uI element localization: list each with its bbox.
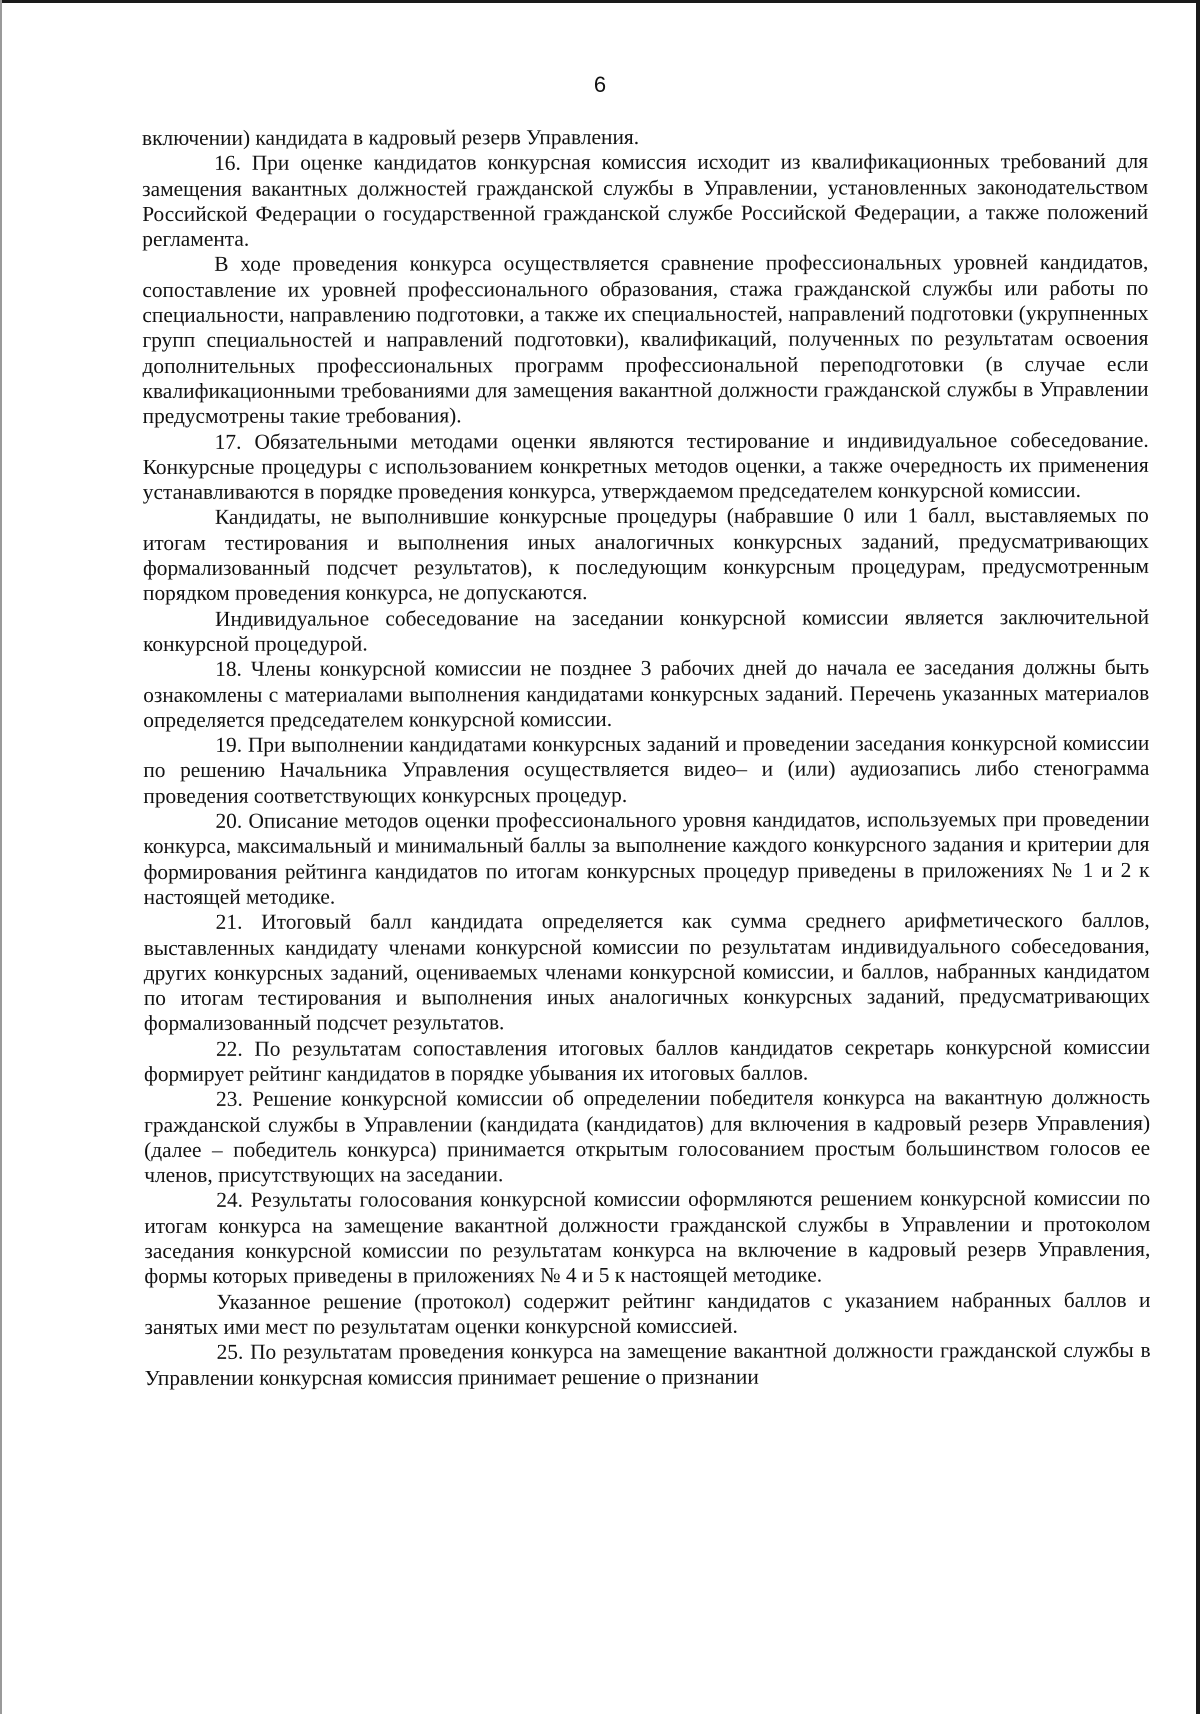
paragraph-20: 20. Описание методов оценки профессионального уровня кандидатов, используемых при проведении конкурса, максимальный и минимальный баллы за выполнение каждого конкурсного задания и критерии для формирования рейтинга кандидатов по итогам конкурсных процедур приведены в приложениях № 1 и 2 к настоящей методике. bbox=[143, 806, 1150, 909]
page-number: 6 bbox=[593, 72, 607, 97]
paragraph-19: 19. При выполнении кандидатами конкурсных заданий и проведении заседания конкурсной комиссии по решению Начальника Управления осуществляется видео– и (или) аудиозапись либо стенограмма проведения соответствующих конкурсных процедур. bbox=[143, 731, 1150, 808]
paragraph-17-interview: Индивидуальное собеседование на заседании конкурсной комиссии является заключительной конкурсной процедурой. bbox=[143, 604, 1150, 656]
scan-border-top bbox=[0, 0, 1200, 3]
paragraph-21: 21. Итоговый балл кандидата определяется как сумма среднего арифметического баллов, выставленных кандидату членами конкурсной комиссии по результатам индивидуального собеседования, других конкурсных заданий, оцениваемых членами конкурсной комиссии, и баллов, набранных кандидатом по итогам тестирования и выполнения иных аналогичных конкурсных заданий, предусматривающих формализованный подсчет результатов. bbox=[143, 908, 1150, 1036]
paragraph-17: 17. Обязательными методами оценки являются тестирование и индивидуальное собеседование. Конкурсные процедуры с использованием конкретных методов оценки, а также очередность их применения устанавливаются в порядке проведения конкурса, утверждаемом председателем конкурсной комиссии. bbox=[142, 427, 1149, 505]
scan-border-left bbox=[0, 0, 2, 1714]
paragraph-23: 23. Решение конкурсной комиссии об определении победителя конкурса на вакантную должность гражданской службы в Управлении (кандидата (кандидатов) для включения в кадровый резерв Управления) (далее – победитель конкурса) принимается открытым голосованием простым большинством голосов ее членов, присутствующих на заседании. bbox=[144, 1085, 1151, 1188]
paragraph-16-comparison: В ходе проведения конкурса осуществляется сравнение профессиональных уровней кандидатов, сопоставление их уровней профессионального образования, стажа гражданской службы или работы по специальности, направлению подготовки, а также их специальностей, направлений подготовки (укрупненных групп специальностей и направлений подготовки), квалификаций, полученных по результатам освоения дополнительных профессиональных программ профессиональной переподготовки (в случае если квалификационными требованиями для замещения вакантной должности гражданской службы в Управлении предусмотрены такие требования). bbox=[142, 250, 1149, 429]
paragraph-22: 22. По результатам сопоставления итоговых баллов кандидатов секретарь конкурсной комиссии формирует рейтинг кандидатов в порядке убывания их итоговых баллов. bbox=[143, 1034, 1150, 1086]
paragraph-24: 24. Результаты голосования конкурсной комиссии оформляются решением конкурсной комиссии по итогам конкурса на замещение вакантной должности гражданской службы в Управлении и протоколом заседания конкурсной комиссии по результатам конкурса на включение в кадровый резерв Управления, формы которых приведены в приложениях № 4 и 5 к настоящей методике. bbox=[144, 1186, 1151, 1289]
paragraph-25: 25. По результатам проведения конкурса на замещение вакантной должности гражданской службы в Управлении конкурсная комиссия принимает решение о признании bbox=[144, 1338, 1151, 1390]
scan-border-right bbox=[1196, 0, 1200, 1714]
paragraph-17-candidates: Кандидаты, не выполнившие конкурсные процедуры (набравшие 0 или 1 балл, выставляемых по итогам тестирования и выполнения иных аналогичных конкурсных заданий, предусматривающих формализованный подсчет результатов), к последующим конкурсным процедурам, предусмотренным порядком проведения конкурса, не допускаются. bbox=[142, 503, 1149, 606]
paragraph-16: 16. При оценке кандидатов конкурсная комиссия исходит из квалификационных требований для замещения вакантных должностей гражданской службы в Управлении, установленных законодательством Российской Федерации о государственной гражданской службе Российской Федерации, а также положений регламента. bbox=[142, 149, 1149, 252]
paragraph-24-decision: Указанное решение (протокол) содержит рейтинг кандидатов с указанием набранных баллов и занятых ими мест по результатам оценки конкурсной комиссией. bbox=[144, 1287, 1151, 1339]
paragraph-continuation: включении) кандидата в кадровый резерв Управления. bbox=[142, 124, 640, 150]
paragraph-18: 18. Члены конкурсной комиссии не позднее 3 рабочих дней до начала ее заседания должны быть ознакомлены с материалами выполнения кандидатами конкурсных заданий. Перечень указанных материалов определяется председателем конкурсной комиссии. bbox=[143, 655, 1150, 732]
document-body bbox=[142, 124, 1151, 1391]
